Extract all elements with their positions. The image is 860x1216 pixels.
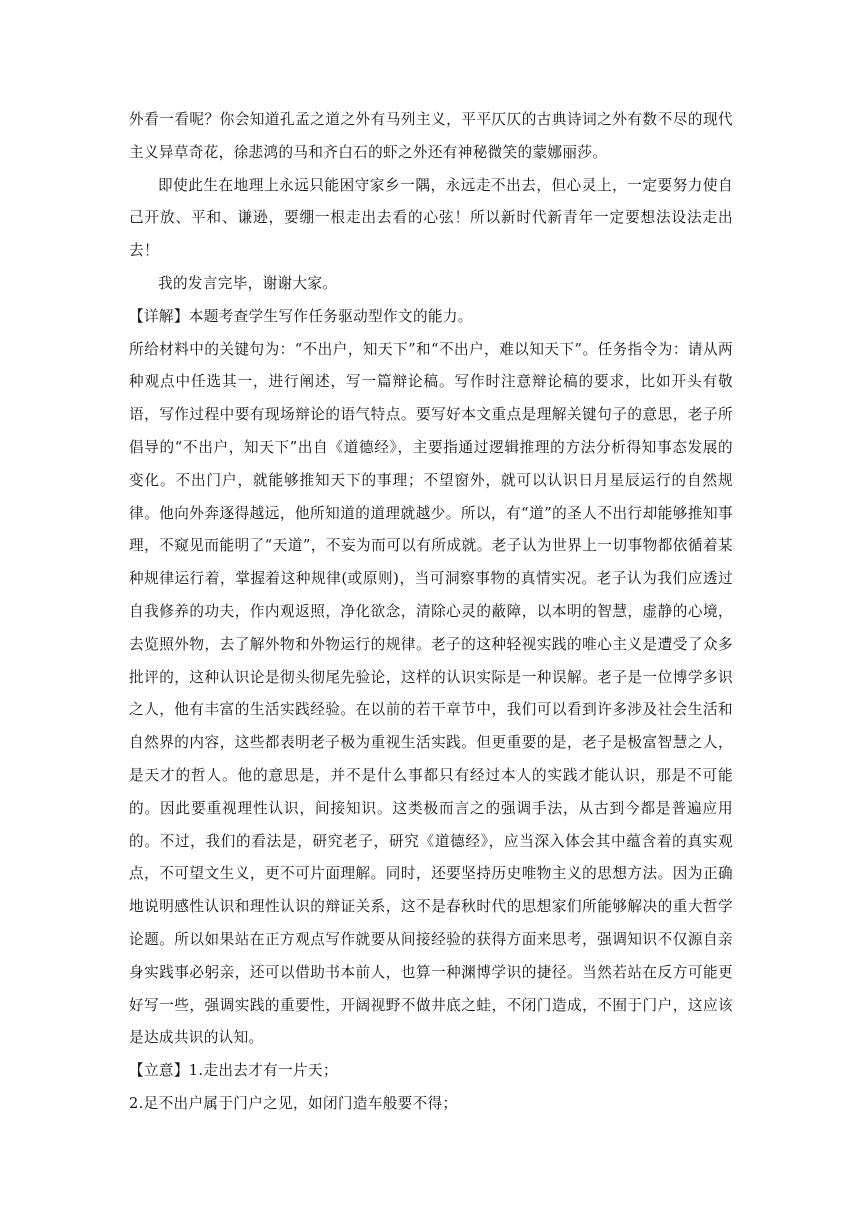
idea-heading [129, 1055, 733, 1088]
detail-analysis-body: 所给材料中的关键句为：“不出户，知天下”和“不出户，难以知天下”。任务指令为：请从两种观点中任选其一，进行阐述，写一篇辩论稿。写作时注意辩论稿的要求，比如开头有敬语，写作过程中要有现场辩论的语气特点。要写好本文重点是理解关键句子的意思，老子所倡导的“不出户，知天下”出自《道德经》，主要指通过逻辑推理的方法分析得知事态发展的变化。不出门户，就能够推知天下的事理；不望窗外，就可以认识日月星辰运行的自然规律。他向外奔逐得越远，他所知道的道理就越少。所以，有“道”的圣人不出行却能够推知事理，不窥见而能明了“天道”，不妄为而可以有所成就。老子认为世界上一切事物都依循着某种规律运行着，掌握着这种规律(或原则)，当可洞察事物的真情实况。老子认为我们应透过自我修养的功夫，作内观返照，净化欲念，清除心灵的蔽障，以本明的智慧，虚静的心境，去览照外物，去了解外物和外物运行的规律。老子的这种轻视实践的唯心主义是遭受了众多批评的，这种认识论是彻头彻尾先验论，这样的认识实际是一种误解。老子是一位博学多识之人，他有丰富的生活实践经验。在以前的若干章节中，我们可以看到许多涉及社会生活和自然界的内容，这些都表明老子极为重视生活实践。但更重要的是，老子是极富智慧之人，是天才的哲人。他的意思是，并不是什么事都只有经过本人的实践才能认识，那是不可能的。因此要重视理性认识，间接知识。这类极而言之的强调手法，从古到今都是普遍应用的。不过，我们的看法是，研究老子，研究《道德经》，应当深入体会其中蕴含着的真实观点，不可望文生义，更不可片面理解。同时，还要坚持历史唯物主义的思想方法。因为正确地说明感性认识和理性认识的辩证关系，这不是春秋时代的思想家们所能够解决的重大哲学论题。所以如果站在正方观点写作就要从间接经验的获得方面来思考，强调知识不仅源自亲身实践事必躬亲，还可以借助书本前人，也算一种渊博学识的捷径。当然若站在反方可能更好写一些，强调实践的重要性，开阔视野不做井底之蛙，不闭门造成，不囿于门户，这应该是达成共识的认知。 [129, 340, 733, 1047]
idea-item-2: 2.足不出户属于门户之见，如闭门造车般要不得； [129, 1094, 458, 1112]
detail-intro: 本题考查学生写作任务驱动型作文的能力。 [188, 307, 473, 325]
essay-continuation-paragraph: 外看一看呢？你会知道孔孟之道之外有马列主义，平平仄仄的古典诗词之外有数不尽的现代主义异草奇花，徐悲鸿的马和齐白石的虾之外还有神秘微笑的蒙娜丽莎。 [129, 111, 733, 161]
idea-item-1: 1.走出去才有一片天； [188, 1062, 338, 1080]
document-content [129, 104, 733, 1121]
detail-heading [129, 301, 733, 334]
essay-paragraph-open-mind: 即使此生在地理上永远只能困守家乡一隅，永远走不出去，但心灵上，一定要努力使自己开放、平和、谦逊，要绷一根走出去看的心弦！所以新时代新青年一定要想法设法走出去！ [129, 176, 733, 260]
essay-closing-line: 我的发言完毕，谢谢大家。 [158, 274, 338, 292]
idea-label: 【立意】 [129, 1062, 189, 1080]
detail-label: 【详解】 [129, 307, 189, 325]
